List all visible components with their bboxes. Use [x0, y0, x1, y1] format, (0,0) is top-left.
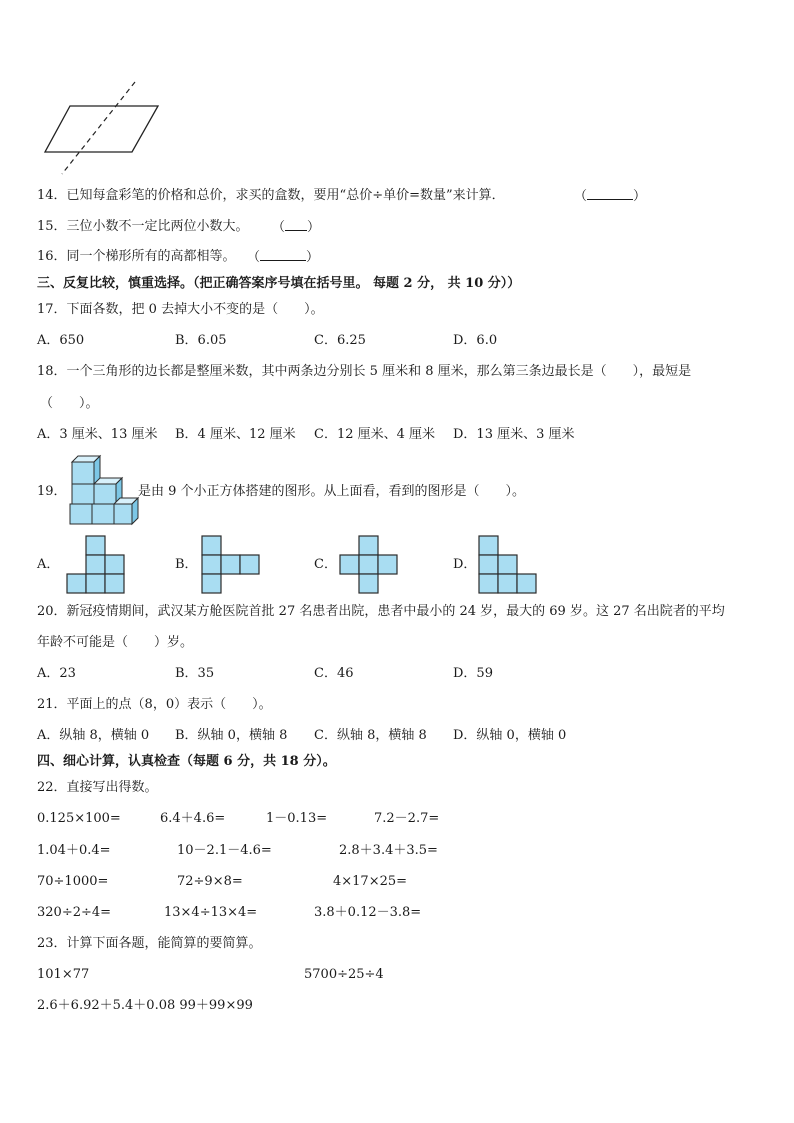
q19-option-b-label[interactable]: B． [175, 557, 198, 572]
q19-option-b-figure[interactable] [201, 535, 261, 594]
q17-option-a[interactable]: A．650 [37, 333, 85, 348]
calc-item: 1－0.13= [266, 811, 328, 826]
q17-option-b[interactable]: B．6.05 [175, 333, 227, 348]
calc-item: 7.2－2.7= [374, 811, 440, 826]
calc-item: 6.4＋4.6= [160, 811, 226, 826]
q17-option-d[interactable]: D．6.0 [453, 333, 498, 348]
question-14: 14．已知每盒彩笔的价格和总价，求买的盒数，要用“总价÷单价=数量”来计算． [37, 188, 505, 203]
q20-option-a[interactable]: A．23 [37, 666, 76, 681]
q18-option-a[interactable]: A．3 厘米、13 厘米 [37, 427, 158, 442]
cube-stack-figure [67, 456, 139, 526]
answer-blank-14[interactable]: （ ） [574, 189, 647, 204]
calc-item: 1.04＋0.4= [37, 843, 111, 858]
calc-item: 0.125×100= [37, 811, 121, 826]
q21-option-b[interactable]: B．纵轴 0，横轴 8 [175, 728, 288, 743]
question-16: 16．同一个梯形所有的高都相等。 [37, 249, 236, 264]
q18-option-b[interactable]: B．4 厘米、12 厘米 [175, 427, 296, 442]
q18-option-d[interactable]: D．13 厘米、3 厘米 [453, 427, 575, 442]
parallelogram-figure [40, 80, 165, 176]
q19-option-c-figure[interactable] [339, 535, 399, 594]
question-18-line2: （ ）。 [40, 396, 99, 411]
calc-item: 13×4÷13×4= [164, 905, 258, 920]
question-23: 23．计算下面各题，能简算的要简算。 [37, 936, 262, 951]
calc-item: 72÷9×8= [177, 874, 243, 889]
calc-item: 4×17×25= [333, 874, 408, 889]
calc-item: 3.8＋0.12－3.8= [314, 905, 422, 920]
calc-item: 2.8＋3.4＋3.5= [339, 843, 438, 858]
q20-option-c[interactable]: C．46 [314, 666, 354, 681]
answer-blank-16[interactable]: （ ） [247, 250, 320, 265]
q20-option-d[interactable]: D．59 [453, 666, 493, 681]
question-20-line2: 年龄不可能是（ ）岁。 [37, 635, 194, 650]
question-17: 17．下面各数，把 0 去掉大小不变的是（ ）。 [37, 302, 324, 317]
calc-item: 320÷2÷4= [37, 905, 112, 920]
q17-option-c[interactable]: C．6.25 [314, 333, 366, 348]
question-19: 是由 9 个小正方体搭建的图形。从上面看，看到的图形是（ ）。 [138, 484, 526, 499]
question-22: 22．直接写出得数。 [37, 780, 158, 795]
calc-item: 70÷1000= [37, 874, 109, 889]
calc-item: 2.6＋6.92＋5.4＋0.08 99＋99×99 [37, 998, 253, 1013]
calc-item: 101×77 [37, 967, 90, 982]
q21-option-a[interactable]: A．纵轴 8，横轴 0 [37, 728, 150, 743]
question-15: 15．三位小数不一定比两位小数大。 [37, 219, 249, 234]
q20-option-b[interactable]: B．35 [175, 666, 215, 681]
question-19-prefix: 19． [37, 484, 67, 499]
q21-option-c[interactable]: C．纵轴 8，横轴 8 [314, 728, 427, 743]
q19-option-d-figure[interactable] [478, 535, 538, 594]
question-21: 21．平面上的点（8，0）表示（ ）。 [37, 697, 272, 712]
question-20-line1: 20．新冠疫情期间，武汉某方舱医院首批 27 名患者出院，患者中最小的 24 岁，最大的 69 岁。这 27 名出院者的平均 [37, 604, 725, 619]
q19-option-a-label[interactable]: A． [37, 557, 60, 572]
answer-blank-15[interactable]: （ ） [272, 220, 321, 235]
question-18-line1: 18．一个三角形的边长都是整厘米数，其中两条边分别长 5 厘米和 8 厘米，那么第三条边最长是（ ），最短是 [37, 364, 692, 379]
section-4-heading: 四、细心计算，认真检查（每题 6 分，共 18 分）。 [37, 754, 336, 769]
calc-item: 5700÷25÷4 [304, 967, 384, 982]
q19-option-c-label[interactable]: C． [314, 557, 337, 572]
q18-option-c[interactable]: C．12 厘米、4 厘米 [314, 427, 436, 442]
calc-item: 10－2.1－4.6= [177, 843, 272, 858]
q19-option-a-figure[interactable] [66, 535, 140, 594]
q19-option-d-label[interactable]: D． [453, 557, 477, 572]
section-3-heading: 三、反复比较，慎重选择。（把正确答案序号填在括号里。 每题 2 分， 共 10 分）） [37, 276, 521, 291]
q21-option-d[interactable]: D．纵轴 0，横轴 0 [453, 728, 567, 743]
